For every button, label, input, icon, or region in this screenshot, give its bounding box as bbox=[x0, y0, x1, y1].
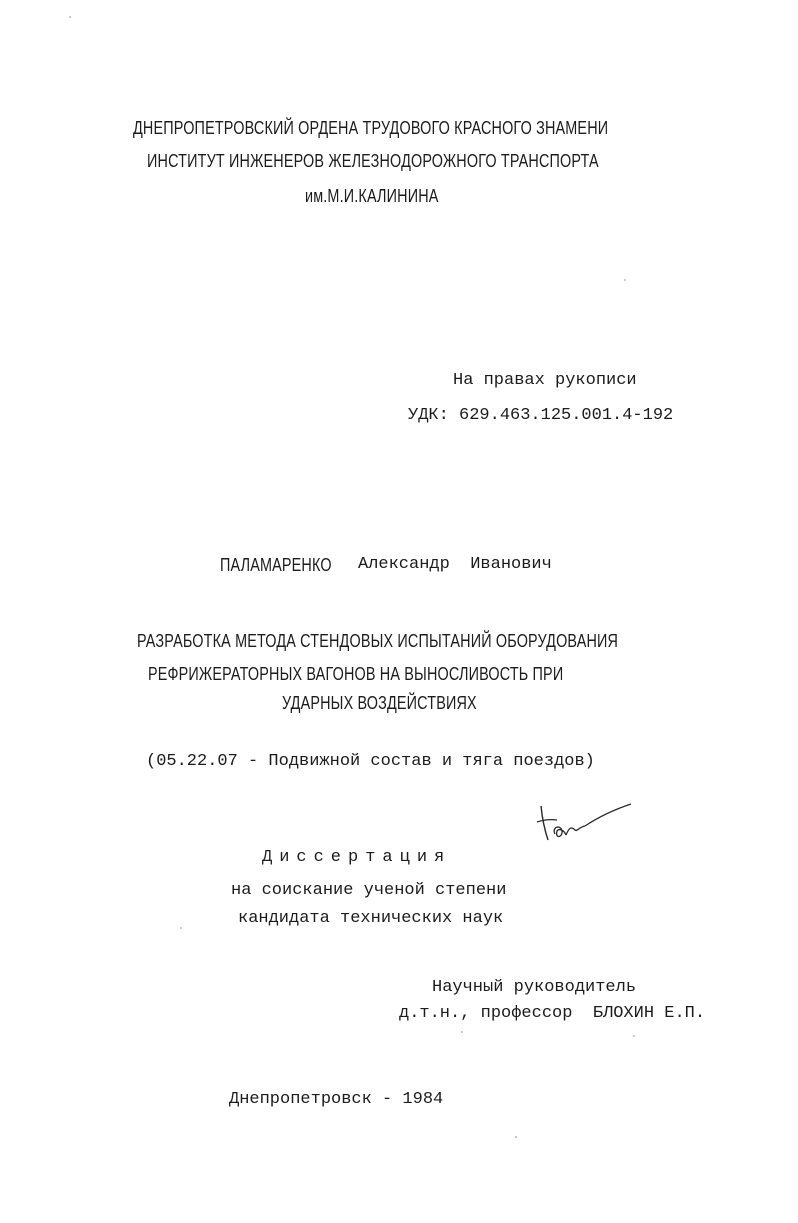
supervisor-label: Научный руководитель bbox=[432, 978, 637, 997]
author-name: Александр Иванович bbox=[358, 555, 552, 574]
scan-speck bbox=[515, 1136, 517, 1138]
dissertation-heading: Диссертация bbox=[262, 848, 452, 867]
author-surname: ПАЛАМАРЕНКО bbox=[220, 555, 332, 575]
institution-line-2: ИНСТИТУТ ИНЖЕНЕРОВ ЖЕЛЕЗНОДОРОЖНОГО ТРАНСПОРТА bbox=[147, 151, 599, 171]
institution-line-1: ДНЕПРОПЕТРОВСКИЙ ОРДЕНА ТРУДОВОГО КРАСНОГО ЗНАМЕНИ bbox=[133, 118, 609, 138]
handwritten-signature bbox=[535, 800, 635, 848]
scan-speck bbox=[180, 927, 182, 929]
scan-speck bbox=[461, 1031, 463, 1033]
title-line-3: УДАРНЫХ ВОЗДЕЙСТВИЯХ bbox=[282, 693, 477, 713]
title-line-1: РАЗРАБОТКА МЕТОДА СТЕНДОВЫХ ИСПЫТАНИЙ ОБОРУДОВАНИЯ bbox=[137, 631, 619, 651]
degree-line-2: кандидата технических наук bbox=[238, 909, 504, 928]
udk-code: УДК: 629.463.125.001.4-192 bbox=[408, 406, 674, 425]
manuscript-rights: На правах рукописи bbox=[453, 371, 637, 390]
specialty-code: (05.22.07 - Подвижной состав и тяга поездов) bbox=[146, 752, 595, 771]
institution-line-3: им.М.И.КАЛИНИНА bbox=[305, 186, 439, 206]
place-and-year: Днепропетровск - 1984 bbox=[229, 1090, 444, 1109]
scan-speck bbox=[624, 279, 626, 281]
supervisor-name: д.т.н., профессор БЛОХИН Е.П. bbox=[399, 1004, 706, 1023]
scan-speck bbox=[69, 16, 71, 18]
title-line-2: РЕФРИЖЕРАТОРНЫХ ВАГОНОВ НА ВЫНОСЛИВОСТЬ ПРИ bbox=[148, 664, 564, 684]
degree-line-1: на соискание ученой степени bbox=[231, 881, 507, 900]
scan-speck bbox=[633, 1035, 635, 1037]
